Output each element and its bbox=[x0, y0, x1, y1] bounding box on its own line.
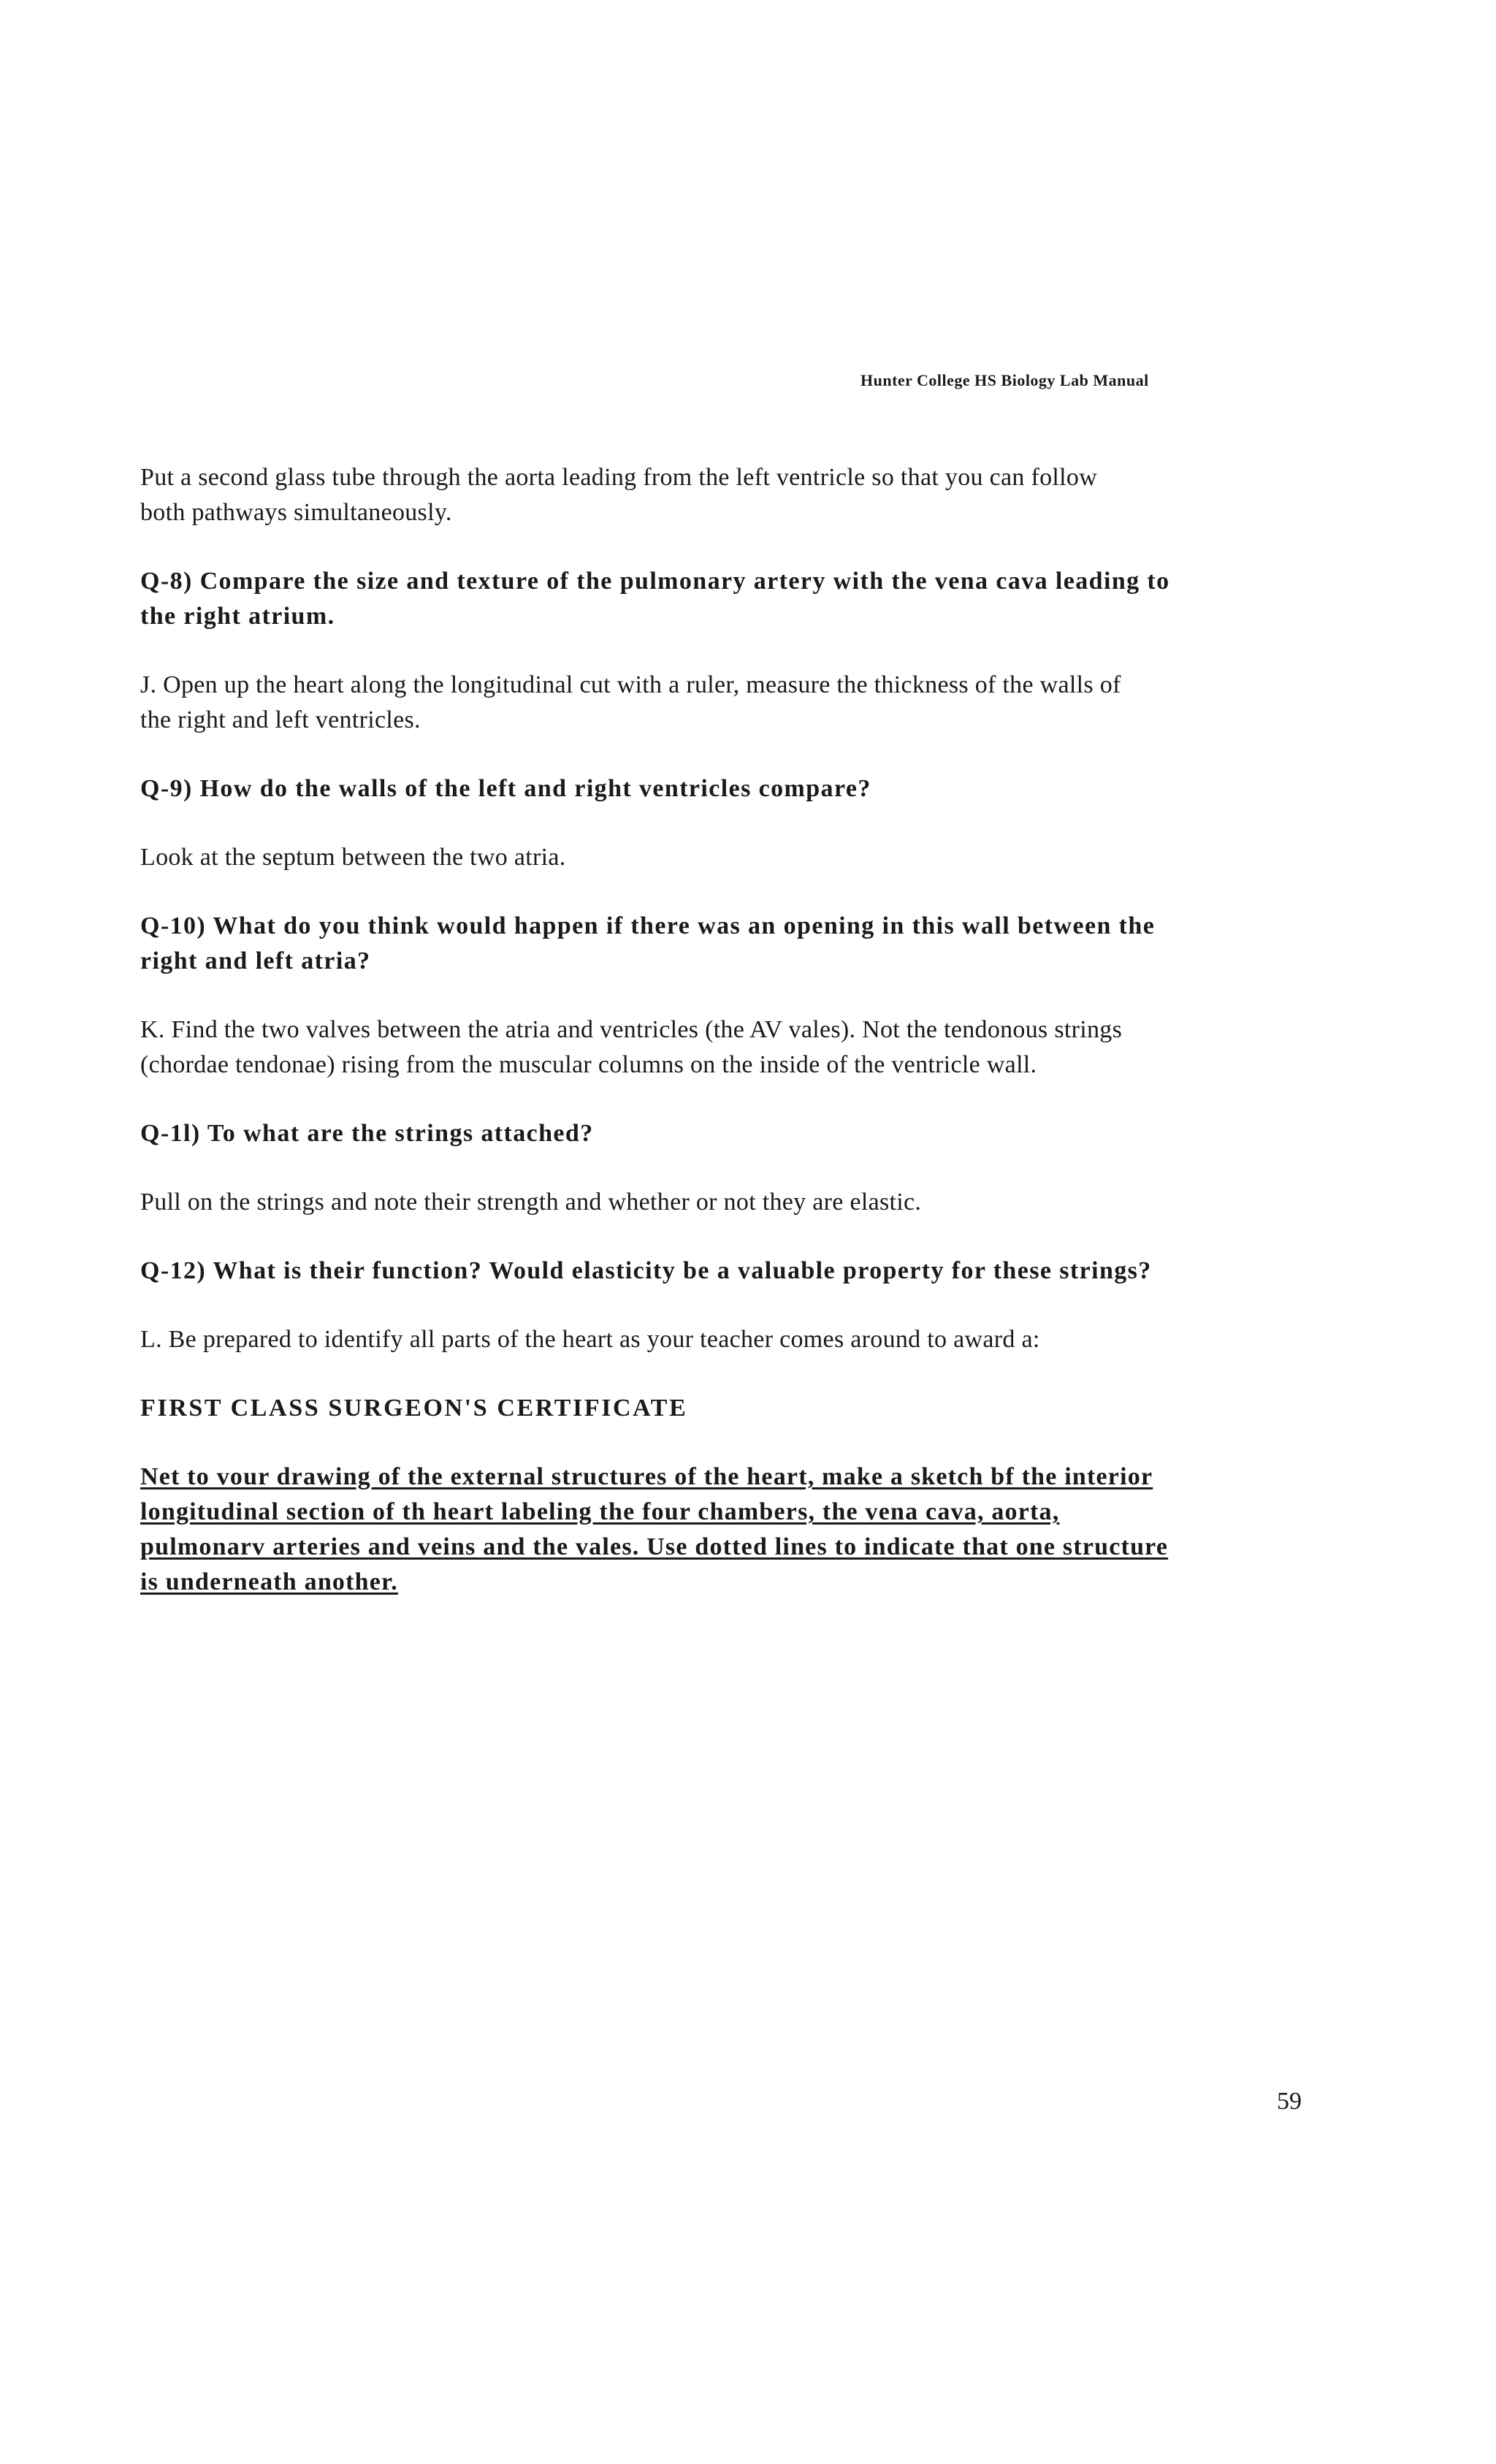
block-gap bbox=[140, 634, 1324, 668]
text-line: right and left atria? bbox=[140, 947, 371, 974]
block-gap bbox=[140, 979, 1324, 1012]
question-text bbox=[140, 564, 1324, 634]
text-line: Q-10) What do you think would happen if there was an opening in this wall between the bbox=[140, 912, 1156, 939]
block-gap bbox=[140, 530, 1324, 564]
block-gap bbox=[140, 1426, 1324, 1460]
text-line: Look at the septum between the two atria. bbox=[140, 844, 566, 871]
text-line: Q-1l) To what are the strings attached? bbox=[140, 1120, 594, 1147]
page-body bbox=[140, 460, 1324, 1600]
question-text bbox=[140, 909, 1324, 979]
block-gap bbox=[140, 1357, 1324, 1391]
block-gap bbox=[140, 738, 1324, 771]
instruction-paragraph bbox=[140, 460, 1324, 530]
question-text bbox=[140, 1254, 1324, 1289]
instruction-paragraph bbox=[140, 1185, 1324, 1220]
text-line: pulmonarv arteries and veins and the vales. Use dotted lines to indicate that one structure bbox=[140, 1533, 1169, 1560]
text-line: FIRST CLASS SURGEON'S CERTIFICATE bbox=[140, 1395, 688, 1422]
text-line: Q-9) How do the walls of the left and right ventricles compare? bbox=[140, 775, 871, 802]
instruction-paragraph bbox=[140, 1322, 1324, 1357]
block-gap bbox=[140, 875, 1324, 909]
question-text bbox=[140, 771, 1324, 806]
running-header: Hunter College HS Biology Lab Manual bbox=[860, 371, 1149, 389]
text-line: is underneath another. bbox=[140, 1568, 398, 1595]
block-gap bbox=[140, 1220, 1324, 1254]
text-line: (chordae tendonae) rising from the muscular columns on the inside of the ventricle wall. bbox=[140, 1051, 1037, 1078]
text-line: both pathways simultaneously. bbox=[140, 499, 452, 526]
text-line: Put a second glass tube through the aorta leading from the left ventricle so that you can follow bbox=[140, 464, 1098, 491]
certificate-heading bbox=[140, 1391, 1324, 1426]
text-line: Q-12) What is their function? Would elasticity be a valuable property for these strings? bbox=[140, 1257, 1152, 1284]
sketch-instruction bbox=[140, 1460, 1324, 1600]
text-line: J. Open up the heart along the longitudinal cut with a ruler, measure the thickness of the walls of bbox=[140, 671, 1121, 698]
block-gap bbox=[140, 1083, 1324, 1116]
text-line: K. Find the two valves between the atria and ventricles (the AV vales). Not the tendonous strings bbox=[140, 1016, 1123, 1043]
block-gap bbox=[140, 806, 1324, 840]
text-line: the right and left ventricles. bbox=[140, 706, 421, 733]
block-gap bbox=[140, 1289, 1324, 1322]
block-gap bbox=[140, 1151, 1324, 1185]
text-line: L. Be prepared to identify all parts of the heart as your teacher comes around to award a: bbox=[140, 1326, 1040, 1353]
page-number: 59 bbox=[1277, 2088, 1302, 2115]
text-line: longitudinal section of th heart labeling the four chambers, the vena cava, aorta, bbox=[140, 1498, 1060, 1525]
instruction-paragraph bbox=[140, 840, 1324, 875]
text-line: Pull on the strings and note their strength and whether or not they are elastic. bbox=[140, 1189, 922, 1216]
question-text bbox=[140, 1116, 1324, 1151]
text-line: the right atrium. bbox=[140, 603, 335, 630]
instruction-paragraph bbox=[140, 668, 1324, 738]
instruction-paragraph bbox=[140, 1012, 1324, 1083]
text-line: Q-8) Compare the size and texture of the pulmonary artery with the vena cava leading to bbox=[140, 568, 1170, 595]
text-line: Net to vour drawing of the external structures of the heart, make a sketch bf the interior bbox=[140, 1463, 1153, 1490]
